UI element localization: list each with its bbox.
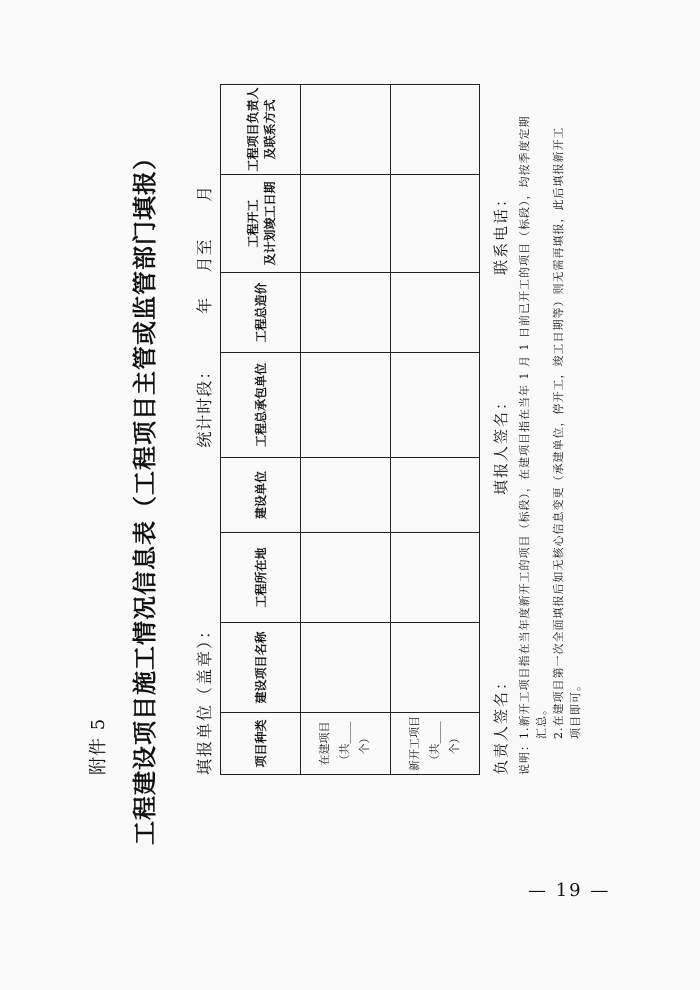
kind-line2: （共____个） bbox=[427, 721, 461, 766]
report-unit-label: 填报单位（盖章）： bbox=[195, 620, 214, 775]
header-builder: 建设单位 bbox=[221, 458, 301, 533]
header-contractor: 工程总承包单位 bbox=[221, 353, 301, 458]
header-manager-line1: 工程项目负责人 bbox=[245, 87, 260, 172]
table-cell[interactable] bbox=[390, 353, 480, 458]
note-line1: 说明：1.新开工项目指在当年度新开工的项目（标段），在建项目指在当年 1 月 1 日前已开工的项目（标段），均按季度定期 bbox=[518, 115, 531, 775]
stat-period-label: 统计时段： bbox=[195, 362, 214, 448]
row-kind-new bbox=[390, 713, 480, 775]
attachment-label: 附件 5 bbox=[88, 717, 109, 775]
table-cell[interactable] bbox=[301, 623, 391, 713]
table-row bbox=[301, 85, 391, 775]
table-row bbox=[390, 85, 480, 775]
kind-line2: （共____个） bbox=[338, 721, 372, 766]
header-start-finish-date bbox=[221, 175, 301, 273]
note-line2: 2.在建项目第一次全面填报后如无核心信息变更（承建单位，停开工，竣工日期等）则无需再填报，此后填报新开工 bbox=[552, 126, 565, 739]
form-title: 工程建设项目施工情况信息表（工程项目主管或监管部门填报） bbox=[130, 145, 159, 845]
header-start-line1: 工程开工 bbox=[245, 199, 260, 248]
table-cell[interactable] bbox=[301, 533, 391, 623]
rotated-form-sheet bbox=[70, 65, 630, 925]
table-cell[interactable] bbox=[390, 623, 480, 713]
table-cell[interactable] bbox=[390, 458, 480, 533]
stat-period-year: 年 bbox=[195, 296, 214, 314]
header-location: 工程所在地 bbox=[221, 533, 301, 623]
project-info-table bbox=[220, 84, 480, 775]
kind-line1: 在建项目 bbox=[318, 721, 332, 766]
table-cell[interactable] bbox=[390, 273, 480, 353]
header-total-cost: 工程总造价 bbox=[221, 273, 301, 353]
stat-period-month-to: 月至 bbox=[195, 238, 214, 273]
contact-phone: 联系电话： bbox=[492, 189, 510, 275]
header-manager-contact bbox=[221, 85, 301, 175]
table-cell[interactable] bbox=[301, 175, 391, 273]
note-line2-cont: 项目即可。 bbox=[569, 679, 582, 739]
table-cell[interactable] bbox=[390, 85, 480, 175]
table-cell[interactable] bbox=[390, 533, 480, 623]
header-manager-line2: 及联系方式 bbox=[262, 99, 277, 160]
note-line1-cont: 汇总。 bbox=[535, 703, 548, 739]
row-kind-in-progress bbox=[301, 713, 391, 775]
kind-line1: 新开工项目 bbox=[407, 716, 421, 771]
table-header-row bbox=[221, 85, 301, 775]
responsible-signature: 负责人签名： bbox=[492, 672, 510, 775]
table-cell[interactable] bbox=[301, 458, 391, 533]
header-project-type: 项目种类 bbox=[221, 713, 301, 775]
table-cell[interactable] bbox=[390, 175, 480, 273]
filler-signature: 填报人签名： bbox=[492, 392, 510, 495]
table-cell[interactable] bbox=[301, 273, 391, 353]
stat-period bbox=[192, 185, 215, 448]
header-project-name: 建设项目名称 bbox=[221, 623, 301, 713]
page-number: — 19 — bbox=[528, 880, 611, 901]
notes-block bbox=[516, 85, 584, 775]
table-cell[interactable] bbox=[301, 353, 391, 458]
stat-period-month: 月 bbox=[195, 185, 214, 203]
table-cell[interactable] bbox=[301, 85, 391, 175]
header-start-line2: 及计划竣工日期 bbox=[262, 181, 277, 266]
